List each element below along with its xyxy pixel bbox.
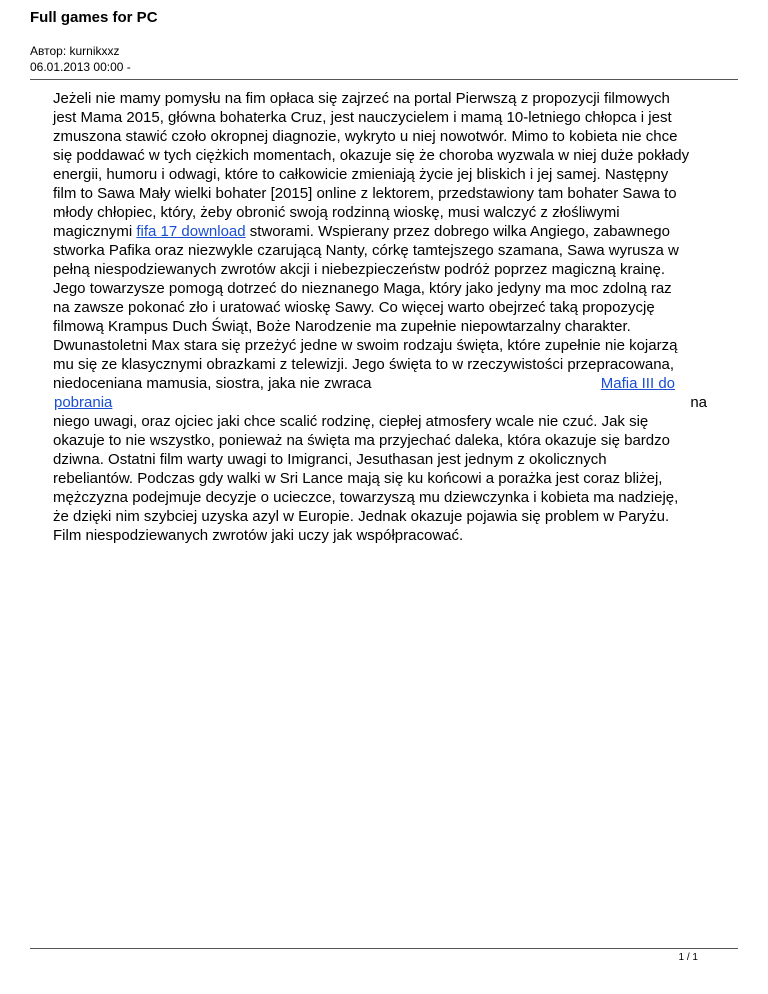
article-line (53, 393, 713, 412)
footer-divider (30, 948, 738, 949)
article-line: Jeżeli nie mamy pomysłu na fim opłaca się zajrzeć na portal Pierwszą z propozycji filmowych (53, 90, 670, 107)
article-line: energii, humoru i odwagi, które to całkowicie zmieniają życie jej bliskich i jej samej. Następny (53, 166, 669, 183)
article-line: że dzięki nim szybciej uzyska azyl w Europie. Jednak okazuje pojawia się problem w Paryżu. (53, 508, 670, 525)
article-text: na (690, 394, 707, 411)
article-line: Dwunastoletni Max stara się przeżyć jedne w swoim rodzaju święta, które zupełnie nie kojarzą (53, 337, 678, 354)
article-text: stworami. Wspierany przez dobrego wilka Angiego, zabawnego (245, 223, 670, 240)
article-text: magicznymi (53, 223, 137, 240)
author-line: Автор: kurnikxxz (30, 44, 120, 58)
article-line: młody chłopiec, który, żeby obronić swoją rodzinną wioskę, musi walczyć z złośliwymi (53, 204, 620, 221)
article-line: film to Sawa Mały wielki bohater [2015] online z lektorem, przedstawiony tam bohater Sawa to (53, 185, 677, 202)
article-text: niedoceniana mamusia, siostra, jaka nie zwraca (53, 375, 372, 392)
fifa-17-download-link[interactable]: fifa 17 download (136, 223, 246, 240)
article-line (53, 374, 713, 393)
article-line: się poddawać w tych ciężkich momentach, okazuje się że choroba wyzwala w niej duże pokłady (53, 147, 690, 164)
article-line: filmową Krampus Duch Świąt, Boże Narodzenie ma zupełnie niepowtarzalny charakter. (53, 318, 631, 335)
article-line: Film niespodziewanych zwrotów jaki uczy jak współpracować. (53, 527, 464, 544)
header-divider (30, 79, 738, 80)
mafia-iii-link-part2[interactable]: pobrania (54, 394, 113, 411)
article-line: na zawsze pokonać zło i uratować wioskę Sawy. Co więcej warto obejrzeć taką propozycję (53, 299, 655, 316)
mafia-iii-link-part1[interactable]: Mafia III do (600, 375, 675, 392)
document-title: Full games for PC (30, 9, 158, 26)
article-line: dziwna. Ostatni film warty uwagi to Imigranci, Jesuthasan jest jednym z okolicznych (53, 451, 607, 468)
date-line: 06.01.2013 00:00 - (30, 60, 131, 74)
article-line: mężczyzna podejmuje decyzje o ucieczce, towarzyszą mu dziewczynka i kobieta ma nadzieję, (53, 489, 679, 506)
article-line: pełną niespodziewanych zwrotów akcji i niebezpieczeństw podróż poprzez magiczną krainę. (53, 261, 665, 278)
article-body (53, 89, 713, 545)
article-line (53, 222, 713, 241)
article-line: niego uwagi, oraz ojciec jaki chce scalić rodzinę, ciepłej atmosfery wcale nie czuć. Jak się (53, 413, 649, 430)
article-line: Jego towarzysze pomogą dotrzeć do nieznanego Maga, który jako jedyny ma moc zdolną raz (53, 280, 672, 297)
article-line: zmuszona stawić czoło okropnej diagnozie, wykryto u niej nowotwór. Mimo to kobieta nie chce (53, 128, 678, 145)
article-line: jest Mama 2015, główna bohaterka Cruz, jest nauczycielem i mamą 10-letniego chłopca i jest (53, 109, 672, 126)
article-line: rebeliantów. Podczas gdy walki w Sri Lance mają się ku końcowi a porażka jest coraz bliżej, (53, 470, 663, 487)
page-number: 1 / 1 (678, 952, 698, 963)
article-line: mu się ze klasycznymi obrazkami z telewizji. Jego święta to w rzeczywistości przepracowana, (53, 356, 675, 373)
article-line: okazuje to nie wszystko, ponieważ na święta ma przyjechać daleka, która okazuje się bardzo (53, 432, 670, 449)
article-line: stworka Pafika oraz niezwykle czarującą Nanty, córkę tamtejszego szamana, Sawa wyrusza w (53, 242, 679, 259)
